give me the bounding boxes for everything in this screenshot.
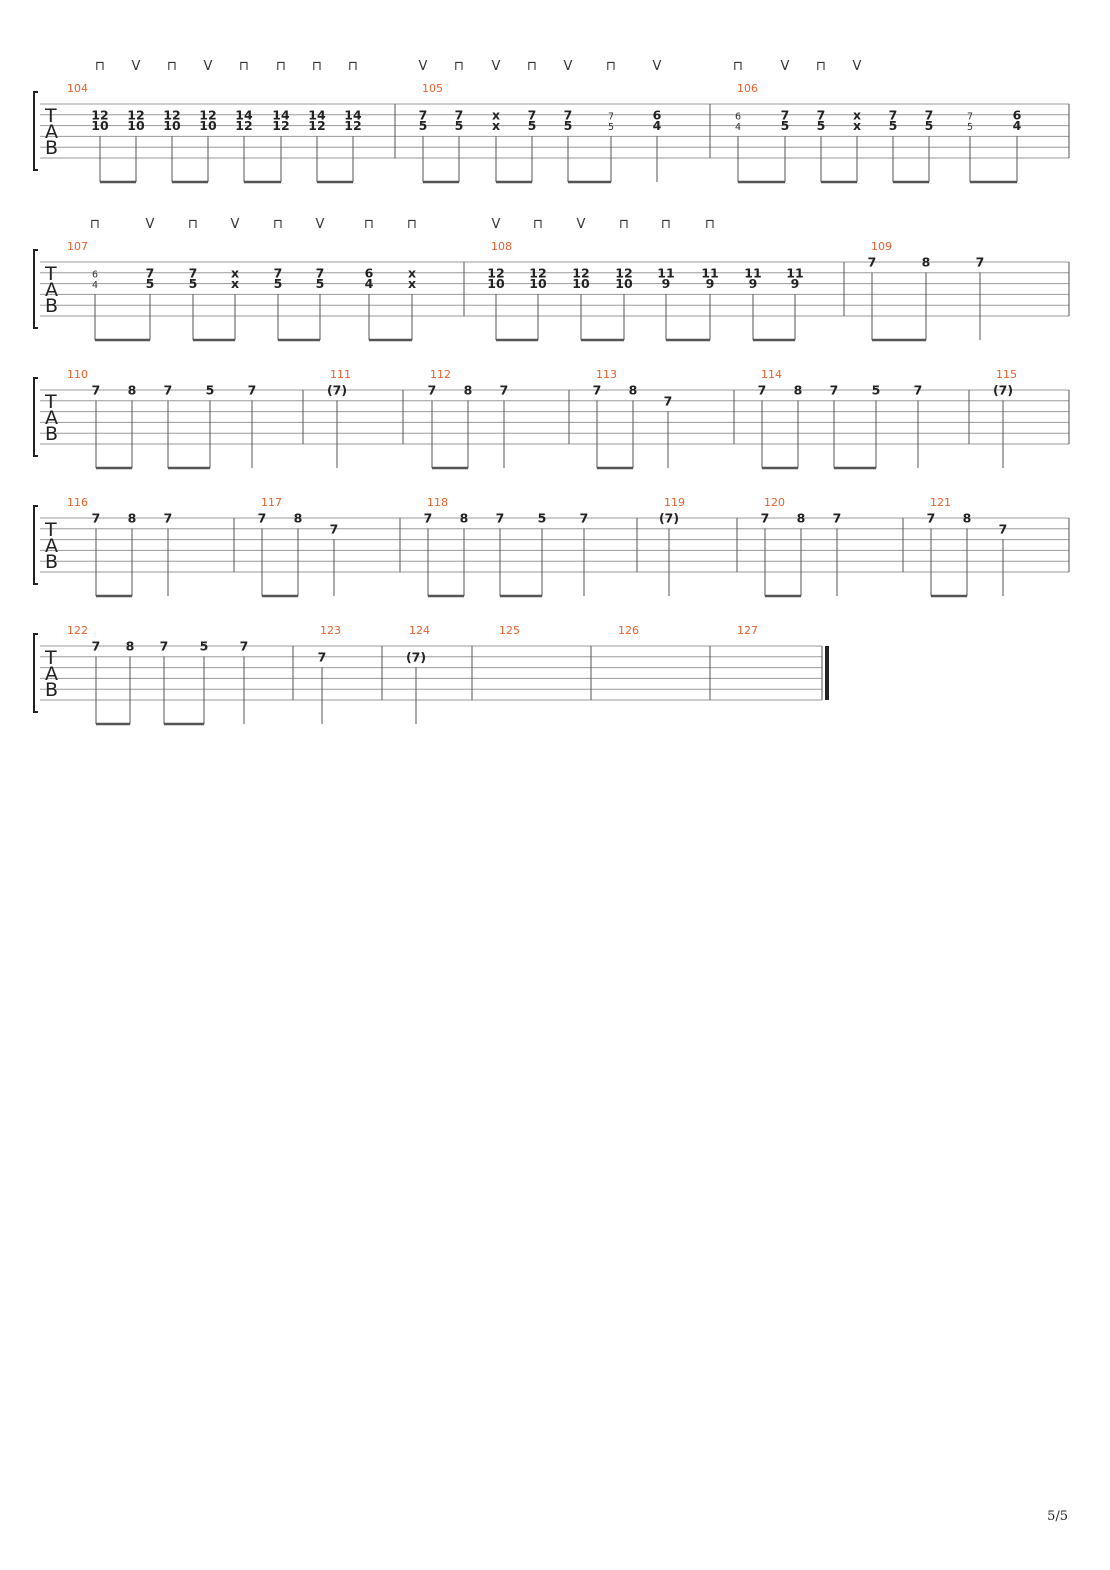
tab-clef-letter: B xyxy=(45,295,59,317)
downstroke-mark: ⊓ xyxy=(187,217,199,232)
fret-number: 7 xyxy=(816,107,826,123)
fret-number: 7 xyxy=(924,107,934,123)
fret-number: 12 xyxy=(529,265,547,281)
system-bracket xyxy=(34,506,38,584)
fret-number: 8 xyxy=(463,382,473,398)
measure-number: 122 xyxy=(67,624,88,637)
tab-system xyxy=(34,496,1069,596)
grace-note: 6 xyxy=(734,111,742,123)
fret-number: 7 xyxy=(423,510,433,526)
system-bracket xyxy=(34,634,38,712)
downstroke-mark: ⊓ xyxy=(453,59,465,74)
measure-number: 123 xyxy=(320,624,341,637)
fret-number: 5 xyxy=(888,118,898,134)
downstroke-mark: ⊓ xyxy=(532,217,544,232)
fret-number: 7 xyxy=(91,638,101,654)
tab-clef-letter: A xyxy=(45,663,58,685)
downstroke-mark: ⊓ xyxy=(605,59,617,74)
fret-number: x xyxy=(852,107,862,123)
downstroke-mark: ⊓ xyxy=(275,59,287,74)
fret-number: 7 xyxy=(257,510,267,526)
fret-number: 11 xyxy=(657,265,675,281)
measure-number: 119 xyxy=(664,496,685,509)
fret-number: 11 xyxy=(744,265,762,281)
fret-number: 14 xyxy=(344,107,362,123)
fret-number: 10 xyxy=(615,276,633,292)
upstroke-mark: V xyxy=(491,59,501,74)
fret-number: x xyxy=(491,107,501,123)
grace-note: 7 xyxy=(966,111,974,123)
tab-clef-letter: B xyxy=(45,137,59,159)
upstroke-mark: V xyxy=(145,217,155,232)
fret-number: 10 xyxy=(572,276,590,292)
fret-number: 12 xyxy=(487,265,505,281)
measure-number: 116 xyxy=(67,496,88,509)
downstroke-mark: ⊓ xyxy=(311,59,323,74)
fret-number: 12 xyxy=(235,118,253,134)
fret-number: 7 xyxy=(329,521,339,537)
fret-number: 5 xyxy=(205,382,215,398)
downstroke-mark: ⊓ xyxy=(272,217,284,232)
fret-number: x xyxy=(230,276,240,292)
fret-number: 7 xyxy=(975,254,985,270)
fret-number: 7 xyxy=(495,510,505,526)
fret-number: 8 xyxy=(921,254,931,270)
fret-number: 7 xyxy=(91,510,101,526)
measure-number: 110 xyxy=(67,368,88,381)
fret-number: 7 xyxy=(527,107,537,123)
grace-note: 6 xyxy=(91,269,99,281)
fret-number: 8 xyxy=(793,382,803,398)
tab-clef-letter: A xyxy=(45,279,58,301)
upstroke-mark: V xyxy=(418,59,428,74)
fret-number: 9 xyxy=(790,276,800,292)
tab-clef-letter: B xyxy=(45,679,59,701)
fret-number: 12 xyxy=(572,265,590,281)
fret-number: 12 xyxy=(199,107,217,123)
fret-number: 5 xyxy=(273,276,283,292)
fret-number: 7 xyxy=(163,510,173,526)
fret-number: 4 xyxy=(1012,118,1022,134)
system-bracket xyxy=(34,92,38,170)
fret-number: 7 xyxy=(145,265,155,281)
tab-clef-letter: A xyxy=(45,535,58,557)
measure-number: 125 xyxy=(499,624,520,637)
measure-number: 117 xyxy=(261,496,282,509)
fret-number: 7 xyxy=(315,265,325,281)
downstroke-mark: ⊓ xyxy=(347,59,359,74)
tab-clef-letter: A xyxy=(45,121,58,143)
grace-note: 4 xyxy=(734,122,742,134)
fret-number: 6 xyxy=(1012,107,1022,123)
measure-number: 111 xyxy=(330,368,351,381)
fret-number: 14 xyxy=(308,107,326,123)
downstroke-mark: ⊓ xyxy=(704,217,716,232)
fret-number: 5 xyxy=(527,118,537,134)
downstroke-mark: ⊓ xyxy=(89,217,101,232)
fret-number: 12 xyxy=(615,265,633,281)
fret-number: 5 xyxy=(454,118,464,134)
fret-number: 7 xyxy=(247,382,257,398)
downstroke-mark: ⊓ xyxy=(238,59,250,74)
measure-number: 118 xyxy=(427,496,448,509)
fret-number: 5 xyxy=(816,118,826,134)
measure-number: 126 xyxy=(618,624,639,637)
fret-number: 7 xyxy=(888,107,898,123)
measure-number: 121 xyxy=(930,496,951,509)
upstroke-mark: V xyxy=(315,217,325,232)
fret-number: 12 xyxy=(344,118,362,134)
fret-number: 10 xyxy=(487,276,505,292)
fret-number: 7 xyxy=(454,107,464,123)
fret-number: 7 xyxy=(427,382,437,398)
fret-number: 7 xyxy=(757,382,767,398)
fret-number: 6 xyxy=(652,107,662,123)
measure-number: 124 xyxy=(409,624,430,637)
downstroke-mark: ⊓ xyxy=(526,59,538,74)
fret-number: 7 xyxy=(418,107,428,123)
fret-number: 4 xyxy=(364,276,374,292)
fret-number: 7 xyxy=(317,649,327,665)
fret-number: 7 xyxy=(832,510,842,526)
fret-number: 7 xyxy=(867,254,877,270)
upstroke-mark: V xyxy=(780,59,790,74)
fret-number: 5 xyxy=(418,118,428,134)
upstroke-mark: V xyxy=(563,59,573,74)
measure-number: 106 xyxy=(737,82,758,95)
fret-number: 7 xyxy=(926,510,936,526)
fret-number: 14 xyxy=(272,107,290,123)
fret-number: 8 xyxy=(127,382,137,398)
downstroke-mark: ⊓ xyxy=(94,59,106,74)
upstroke-mark: V xyxy=(230,217,240,232)
fret-number: 10 xyxy=(199,118,217,134)
fret-number: 5 xyxy=(924,118,934,134)
fret-number: 6 xyxy=(364,265,374,281)
grace-note: 7 xyxy=(607,111,615,123)
fret-number: 7 xyxy=(592,382,602,398)
fret-number: (7) xyxy=(326,382,348,398)
fret-number: (7) xyxy=(405,649,427,665)
measure-number: 105 xyxy=(422,82,443,95)
grace-note: 5 xyxy=(966,122,974,134)
fret-number: 12 xyxy=(127,107,145,123)
fret-number: 7 xyxy=(663,393,673,409)
measure-number: 108 xyxy=(491,240,512,253)
measure-number: 114 xyxy=(761,368,782,381)
fret-number: 10 xyxy=(529,276,547,292)
tab-system xyxy=(34,368,1069,468)
fret-number: 8 xyxy=(293,510,303,526)
fret-number: 4 xyxy=(652,118,662,134)
fret-number: (7) xyxy=(658,510,680,526)
tab-clef-letter: T xyxy=(45,391,57,413)
fret-number: 5 xyxy=(537,510,547,526)
measure-number: 104 xyxy=(67,82,88,95)
fret-number: 8 xyxy=(628,382,638,398)
fret-number: (7) xyxy=(992,382,1014,398)
upstroke-mark: V xyxy=(652,59,662,74)
downstroke-mark: ⊓ xyxy=(166,59,178,74)
tab-clef-letter: B xyxy=(45,423,59,445)
upstroke-mark: V xyxy=(203,59,213,74)
measure-number: 112 xyxy=(430,368,451,381)
fret-number: 7 xyxy=(499,382,509,398)
fret-number: 7 xyxy=(188,265,198,281)
fret-number: 9 xyxy=(748,276,758,292)
tab-clef-letter: T xyxy=(45,105,57,127)
upstroke-mark: V xyxy=(576,217,586,232)
fret-number: 7 xyxy=(913,382,923,398)
fret-number: 12 xyxy=(91,107,109,123)
tab-system xyxy=(34,217,1069,340)
fret-number: 9 xyxy=(705,276,715,292)
fret-number: 8 xyxy=(962,510,972,526)
fret-number: 14 xyxy=(235,107,253,123)
system-bracket xyxy=(34,250,38,328)
fret-number: 5 xyxy=(780,118,790,134)
fret-number: 10 xyxy=(163,118,181,134)
fret-number: 7 xyxy=(239,638,249,654)
page-number: 5/5 xyxy=(1047,1509,1068,1524)
system-bracket xyxy=(34,378,38,456)
measure-number: 127 xyxy=(737,624,758,637)
fret-number: 5 xyxy=(315,276,325,292)
fret-number: 7 xyxy=(760,510,770,526)
upstroke-mark: V xyxy=(491,217,501,232)
tab-clef-letter: B xyxy=(45,551,59,573)
fret-number: 8 xyxy=(125,638,135,654)
measure-number: 115 xyxy=(996,368,1017,381)
fret-number: 12 xyxy=(272,118,290,134)
fret-number: 12 xyxy=(163,107,181,123)
fret-number: 7 xyxy=(563,107,573,123)
fret-number: x xyxy=(230,265,240,281)
fret-number: x xyxy=(407,276,417,292)
grace-note: 5 xyxy=(607,122,615,134)
fret-number: 11 xyxy=(701,265,719,281)
fret-number: 10 xyxy=(127,118,145,134)
fret-number: 7 xyxy=(998,521,1008,537)
tab-system xyxy=(34,624,827,724)
fret-number: 11 xyxy=(786,265,804,281)
fret-number: 7 xyxy=(159,638,169,654)
fret-number: 10 xyxy=(91,118,109,134)
fret-number: 8 xyxy=(796,510,806,526)
measure-number: 109 xyxy=(871,240,892,253)
upstroke-mark: V xyxy=(852,59,862,74)
fret-number: x xyxy=(491,118,501,134)
downstroke-mark: ⊓ xyxy=(660,217,672,232)
downstroke-mark: ⊓ xyxy=(406,217,418,232)
measure-number: 120 xyxy=(764,496,785,509)
fret-number: 5 xyxy=(563,118,573,134)
downstroke-mark: ⊓ xyxy=(363,217,375,232)
fret-number: 8 xyxy=(459,510,469,526)
tab-clef-letter: T xyxy=(45,647,57,669)
fret-number: 7 xyxy=(780,107,790,123)
downstroke-mark: ⊓ xyxy=(815,59,827,74)
fret-number: 7 xyxy=(829,382,839,398)
tab-clef-letter: T xyxy=(45,519,57,541)
fret-number: 5 xyxy=(199,638,209,654)
fret-number: 9 xyxy=(661,276,671,292)
measure-number: 107 xyxy=(67,240,88,253)
fret-number: 7 xyxy=(91,382,101,398)
grace-note: 4 xyxy=(91,280,99,292)
fret-number: 12 xyxy=(308,118,326,134)
downstroke-mark: ⊓ xyxy=(618,217,630,232)
fret-number: 7 xyxy=(163,382,173,398)
fret-number: 5 xyxy=(188,276,198,292)
upstroke-mark: V xyxy=(131,59,141,74)
downstroke-mark: ⊓ xyxy=(732,59,744,74)
fret-number: 7 xyxy=(273,265,283,281)
fret-number: x xyxy=(407,265,417,281)
fret-number: 5 xyxy=(145,276,155,292)
tab-clef-letter: A xyxy=(45,407,58,429)
fret-number: 8 xyxy=(127,510,137,526)
fret-number: x xyxy=(852,118,862,134)
tab-clef-letter: T xyxy=(45,263,57,285)
fret-number: 7 xyxy=(579,510,589,526)
fret-number: 5 xyxy=(871,382,881,398)
measure-number: 113 xyxy=(596,368,617,381)
tab-system xyxy=(34,59,1069,182)
